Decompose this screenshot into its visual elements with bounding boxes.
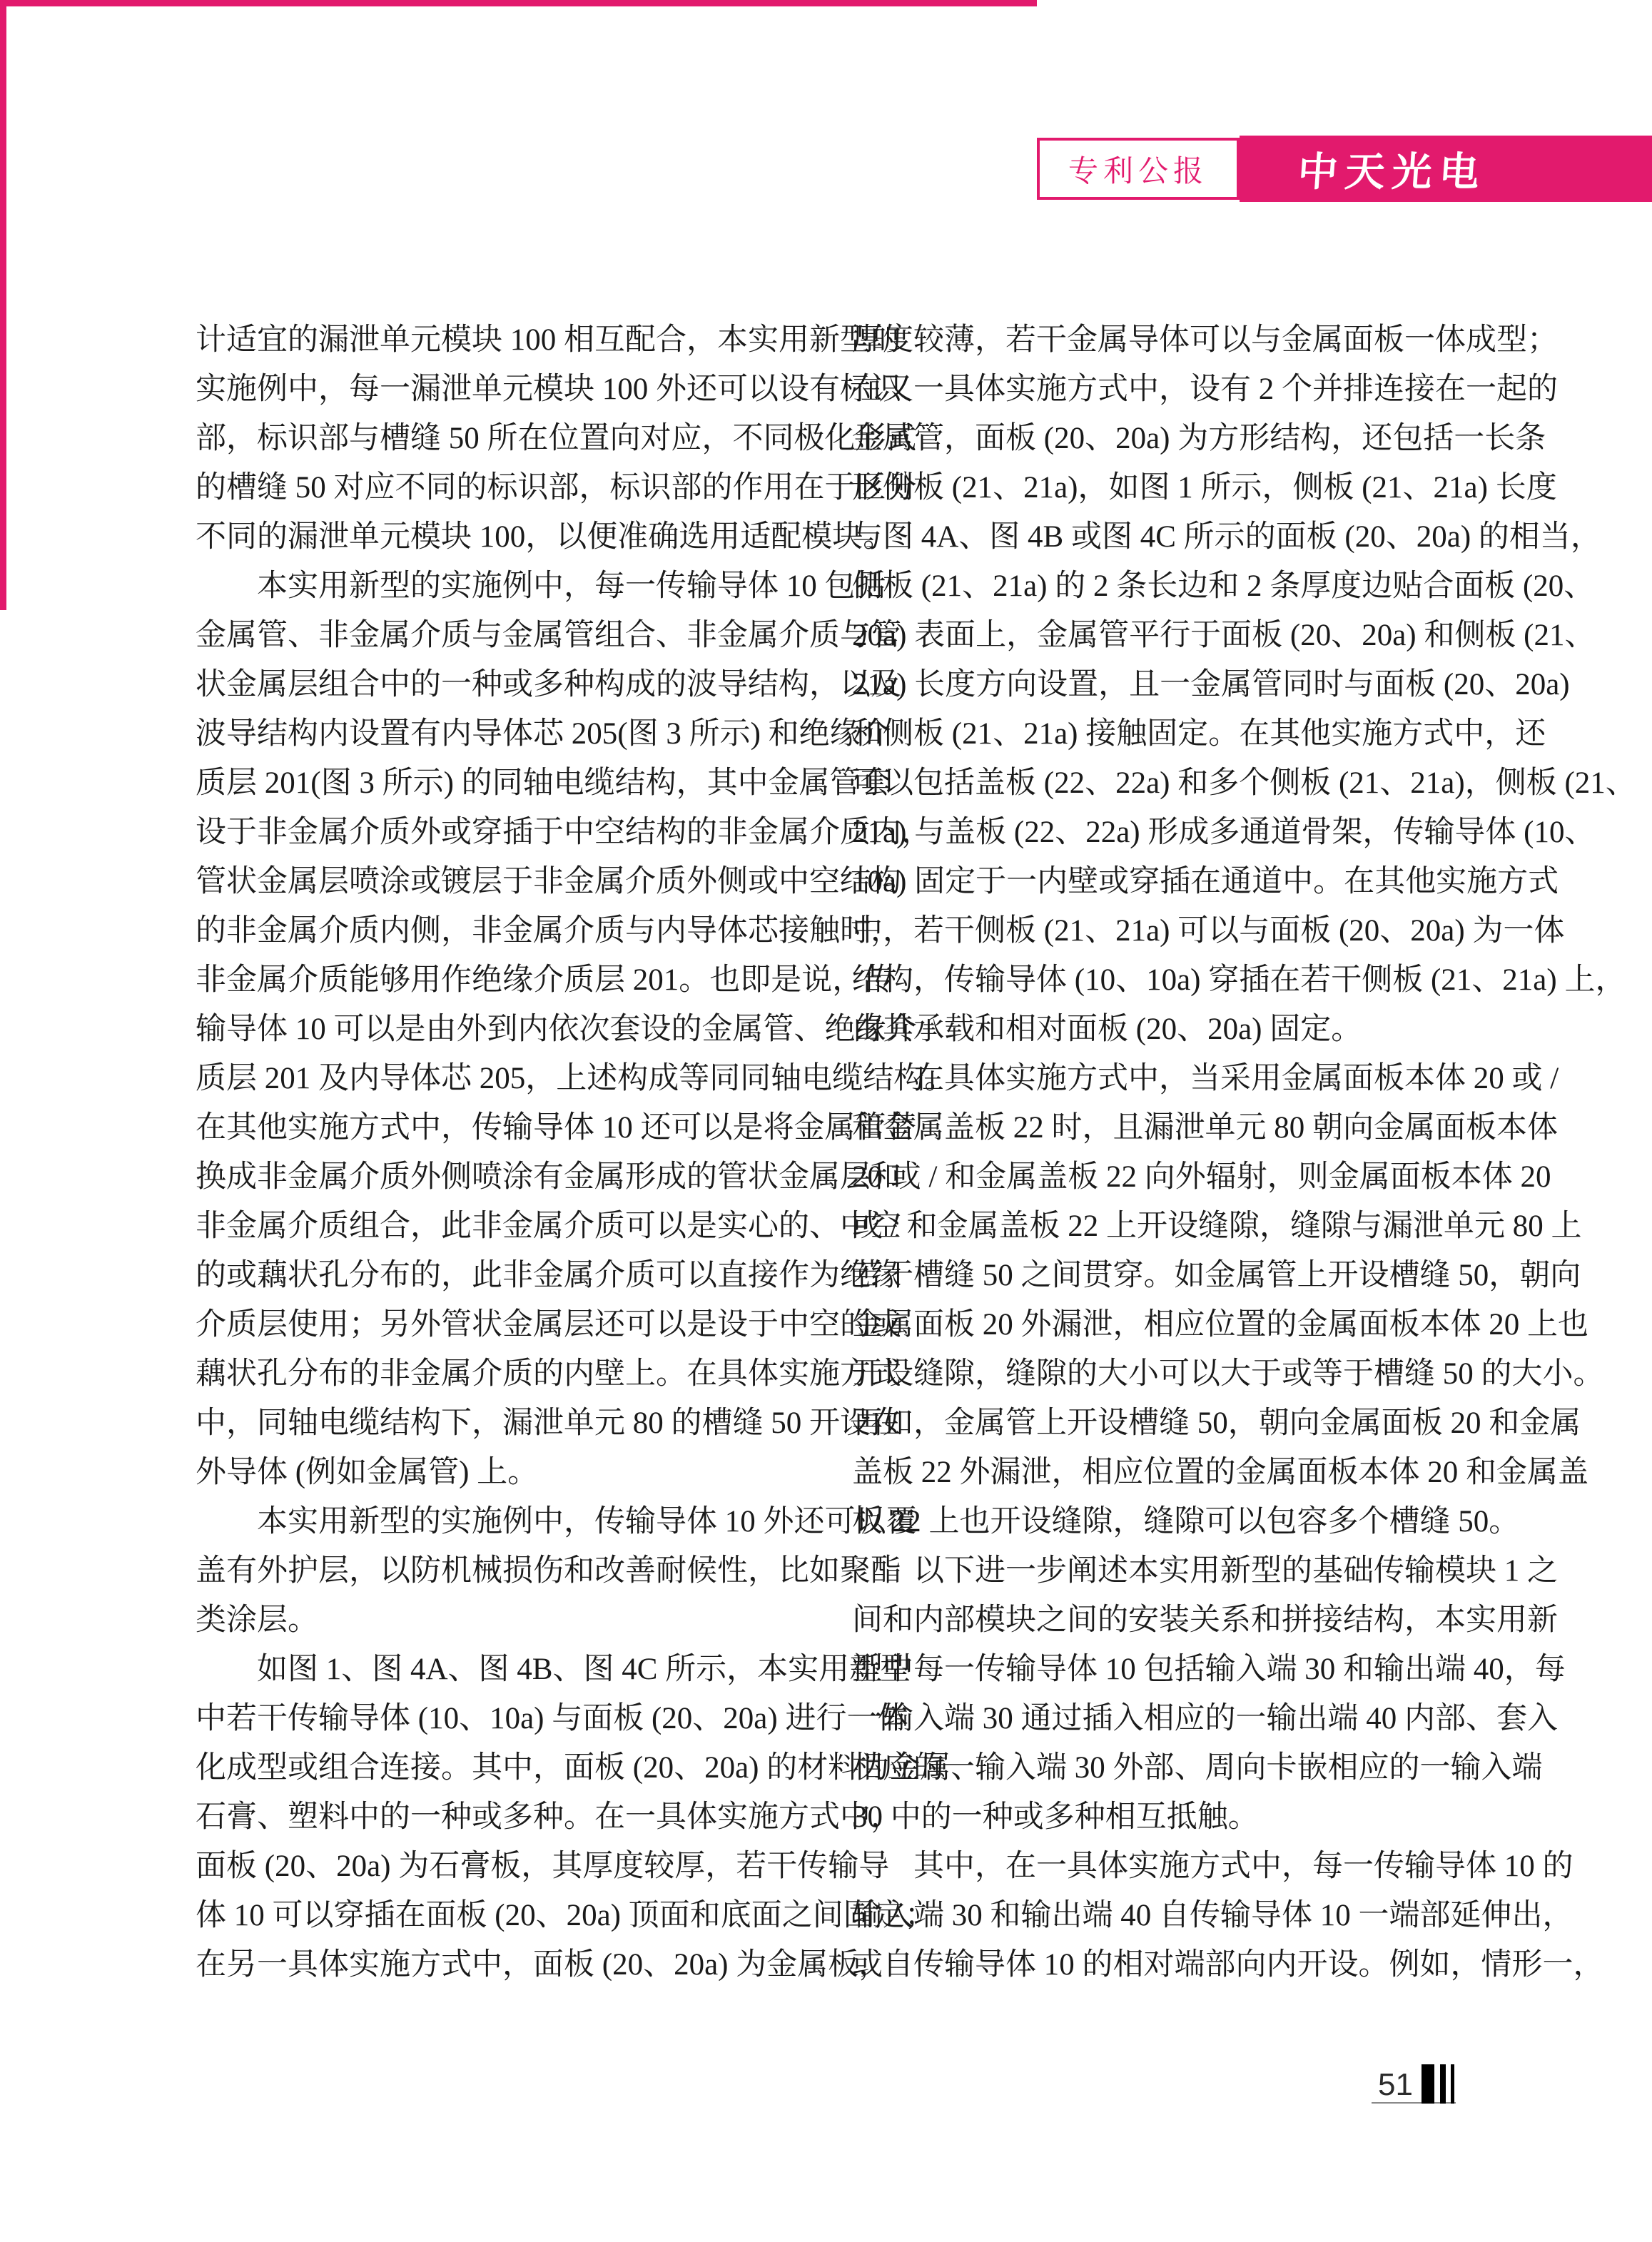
- text-line: 若干槽缝 50 之间贯穿。如金属管上开设槽缝 50，朝向: [852, 1259, 1581, 1292]
- page-number: 51: [1378, 2067, 1413, 2102]
- text-column-right: [852, 315, 1636, 1989]
- paragraph: [196, 562, 956, 1497]
- text-line: 20 或 / 和金属盖板 22 向外辐射，则金属面板本体 20: [852, 1160, 1551, 1194]
- paragraph: [852, 315, 1636, 1054]
- text-line: 型中每一传输导体 10 包括输入端 30 和输出端 40，每: [852, 1653, 1566, 1686]
- text-line: 盖板 22 外漏泄，相应位置的金属面板本体 20 和金属盖: [852, 1456, 1588, 1489]
- text-line: 侧板 (21、21a) 的 2 条长边和 2 条厚度边贴合面板 (20、: [852, 569, 1595, 603]
- text-line: 石膏、塑料中的一种或多种。在一具体实施方式中，: [196, 1800, 901, 1834]
- brand-logo-text: 中天光电: [1296, 148, 1488, 196]
- text-line: 实施例中，每一漏泄单元模块 100 外还可以设有标识: [196, 372, 901, 406]
- marker-bar-thick: [1422, 2064, 1434, 2104]
- text-line: 面板 (20、20a) 为石膏板，其厚度较厚，若干传输导: [196, 1850, 890, 1883]
- text-line: 管状金属层喷涂或镀层于非金属介质外侧或中空结构: [196, 865, 901, 898]
- paragraph: [852, 1546, 1566, 1842]
- text-line: 间和内部模块之间的安装关系和拼接结构，本实用新: [852, 1603, 1558, 1637]
- text-line: 板 22 上也开设缝隙，缝隙可以包容多个槽缝 50。: [852, 1505, 1520, 1538]
- text-line: 相应的一输入端 30 外部、周向卡嵌相应的一输入端: [852, 1751, 1543, 1785]
- text-line: 或 / 和金属盖板 22 上开设缝隙，缝隙与漏泄单元 80 上: [852, 1209, 1582, 1243]
- text-line: 外导体 (例如金属管) 上。: [196, 1456, 539, 1489]
- text-line: 盖有外护层，以防机械损伤和改善耐候性，比如聚酯: [196, 1554, 901, 1588]
- paragraph: [852, 1842, 1604, 1989]
- paragraph: [196, 315, 917, 562]
- marker-bar-medium: [1440, 2064, 1446, 2104]
- text-line: 非金属介质组合，此非金属介质可以是实心的、中空: [196, 1209, 901, 1243]
- text-line: 一输入端 30 通过插入相应的一输出端 40 内部、套入: [852, 1702, 1558, 1735]
- text-line: 在又一具体实施方式中，设有 2 个并排连接在一起的: [852, 372, 1558, 406]
- text-line: 状金属层组合中的一种或多种构成的波导结构，以及: [196, 668, 901, 701]
- text-line: 如图 1、图 4A、图 4B、图 4C 所示，本实用新型: [196, 1653, 911, 1686]
- text-line: 介质层使用；另外管状金属层还可以是设于中空的或: [196, 1308, 901, 1341]
- text-line: 输导体 10 可以是由外到内依次套设的金属管、绝缘介: [196, 1013, 917, 1046]
- text-line: 21a) 与盖板 (22、22a) 形成多通道骨架，传输导体 (10、: [852, 816, 1596, 849]
- marker-bar-thin: [1451, 2064, 1454, 2104]
- text-line: 可以包括盖板 (22、22a) 和多个侧板 (21、21a)，侧板 (21、: [852, 766, 1636, 800]
- text-line: 体 10 可以穿插在面板 (20、20a) 顶面和底面之间固定；: [196, 1899, 936, 1932]
- text-line: 换成非金属介质外侧喷涂有金属形成的管状金属层和: [196, 1160, 901, 1194]
- top-rule: [0, 0, 1037, 6]
- text-line: 以下进一步阐述本实用新型的基础传输模块 1 之: [852, 1554, 1558, 1588]
- text-line: 20a) 表面上，金属管平行于面板 (20、20a) 和侧板 (21、: [852, 619, 1596, 652]
- text-line: 21a) 长度方向设置，且一金属管同时与面板 (20、20a): [852, 668, 1570, 701]
- text-line: 在其他实施方式中，传输导体 10 还可以是将金属管替: [196, 1111, 917, 1145]
- text-line: 金属面板 20 外漏泄，相应位置的金属面板本体 20 上也: [852, 1308, 1588, 1341]
- text-line: 化成型或组合连接。其中，面板 (20、20a) 的材料为金属、: [196, 1751, 982, 1785]
- text-line: 质层 201 及内导体芯 205，上述构成等同同轴电缆结构。: [196, 1062, 956, 1095]
- text-line: 其中，在一具体实施方式中，每一传输导体 10 的: [852, 1850, 1574, 1883]
- paragraph: [852, 1054, 1604, 1546]
- text-line: 和金属盖板 22 时，且漏泄单元 80 朝向金属面板本体: [852, 1111, 1558, 1145]
- text-line: 的或藕状孔分布的，此非金属介质可以直接作为绝缘: [196, 1259, 901, 1292]
- paragraph: [196, 1497, 917, 1645]
- text-line: 中，同轴电缆结构下，漏泄单元 80 的槽缝 50 开设在: [196, 1406, 901, 1440]
- text-line: 设于非金属介质外或穿插于中空结构的非金属介质内，: [196, 816, 932, 849]
- text-line: 本实用新型的实施例中，每一传输导体 10 包括: [196, 569, 886, 603]
- text-line: 本实用新型的实施例中，传输导体 10 外还可以覆: [196, 1505, 917, 1538]
- text-line: 金属管，面板 (20、20a) 为方形结构，还包括一长条: [852, 422, 1546, 455]
- text-line: 开设缝隙，缝隙的大小可以大于或等于槽缝 50 的大小。: [852, 1357, 1604, 1391]
- brand-banner: [1240, 136, 1652, 202]
- text-line: 非金属介质能够用作绝缘介质层 201。也即是说，传: [196, 963, 894, 997]
- text-line: 与图 4A、图 4B 或图 4C 所示的面板 (20、20a) 的相当，: [852, 520, 1601, 554]
- text-line: 不同的漏泄单元模块 100，以便准确选用适配模块。: [196, 520, 894, 554]
- text-line: 在另一具体实施方式中，面板 (20、20a) 为金属板，: [196, 1948, 890, 1982]
- text-line: 由其承载和相对面板 (20、20a) 固定。: [852, 1013, 1362, 1046]
- text-line: 30 中的一种或多种相互抵触。: [852, 1800, 1259, 1834]
- text-line: 的槽缝 50 对应不同的标识部，标识部的作用在于区分: [196, 471, 917, 504]
- text-line: 质层 201(图 3 所示) 的同轴电缆结构，其中金属管套: [196, 766, 891, 800]
- text-line: 部，标识部与槽缝 50 所在位置向对应，不同极化形式: [196, 422, 917, 455]
- text-line: 再如，金属管上开设槽缝 50，朝向金属面板 20 和金属: [852, 1406, 1581, 1440]
- text-line: 在具体实施方式中，当采用金属面板本体 20 或 /: [852, 1062, 1559, 1095]
- text-line: 计适宜的漏泄单元模块 100 相互配合，本实用新型的: [196, 323, 901, 357]
- text-line: 厚度较薄，若干金属导体可以与金属面板一体成型；: [852, 323, 1558, 357]
- text-line: 中若干传输导体 (10、10a) 与面板 (20、20a) 进行一体: [196, 1702, 908, 1735]
- text-line: 或自传输导体 10 的相对端部向内开设。例如，情形一，: [852, 1948, 1604, 1982]
- text-line: 波导结构内设置有内导体芯 205(图 3 所示) 和绝缘介: [196, 717, 891, 751]
- gazette-label-box: [1037, 138, 1240, 200]
- paragraph: [196, 1645, 982, 1989]
- text-line: 的非金属介质内侧，非金属介质与内导体芯接触时，: [196, 914, 901, 948]
- text-column-left: [196, 315, 982, 1989]
- text-line: 10a) 固定于一内壁或穿插在通道中。在其他实施方式: [852, 865, 1559, 898]
- text-line: 结构，传输导体 (10、10a) 穿插在若干侧板 (21、21a) 上，: [852, 963, 1626, 997]
- text-line: 输入端 30 和输出端 40 自传输导体 10 一端部延伸出，: [852, 1899, 1574, 1932]
- text-line: 藕状孔分布的非金属介质的内壁上。在具体实施方式: [196, 1357, 901, 1391]
- text-line: 和侧板 (21、21a) 接触固定。在其他实施方式中，还: [852, 717, 1546, 751]
- text-line: 形侧板 (21、21a)，如图 1 所示，侧板 (21、21a) 长度: [852, 471, 1557, 504]
- left-rule: [0, 0, 6, 610]
- gazette-label: 专利公报: [1068, 153, 1208, 188]
- text-line: 类涂层。: [196, 1603, 318, 1637]
- text-line: 金属管、非金属介质与金属管组合、非金属介质与管: [196, 619, 901, 652]
- text-line: 中，若干侧板 (21、21a) 可以与面板 (20、20a) 为一体: [852, 914, 1565, 948]
